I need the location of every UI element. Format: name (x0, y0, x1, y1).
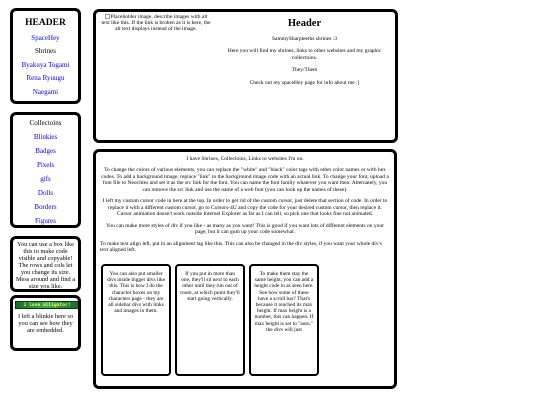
header-box (93, 9, 398, 143)
main-intro: I have Shrines, Collectoins, Links to websites I'm on. (186, 156, 304, 162)
main-align-paragraph: To make text align left, put in an alignment tag like this. This can also be changed in the div styles, if you want your whole div's text aligned left. (100, 240, 382, 254)
inner-div-3[interactable] (249, 264, 319, 376)
collections-title: Collectoins (29, 119, 62, 127)
collection-link-badges[interactable]: Badges (35, 147, 56, 155)
sidebar-link-byakuya-togami[interactable]: Byakuya Togami (21, 60, 70, 69)
sidebar-textbox[interactable] (10, 236, 81, 292)
broken-image-icon (105, 14, 110, 19)
collection-link-borders[interactable]: Borders (34, 203, 57, 211)
header-pronouns: They/Them (291, 67, 318, 74)
main-content-box (93, 149, 397, 389)
collection-link-figures[interactable]: Figures (35, 217, 56, 225)
sidebar-header-title: HEADER (25, 18, 66, 28)
sidebar-blinkie-box (10, 295, 81, 351)
page-title: Header (287, 18, 322, 29)
sidebar-link-rena-ryuugu[interactable]: Rena Ryuugu (26, 74, 65, 82)
collection-link-pixels[interactable]: Pixels (36, 161, 55, 169)
main-styles-paragraph: You can make more styles of div if you like - as many as you want! This is good if you want lots of different elements on your page, but it can gum up your code somewhat. (105, 222, 384, 236)
sidebar-nav (10, 8, 81, 104)
sidebar-collections (10, 112, 81, 228)
collection-link-blinkies[interactable]: Blinkies (33, 133, 58, 141)
placeholder-image (100, 14, 212, 32)
inner-div-1 (101, 264, 171, 376)
sidebar-link-spacehey[interactable]: SpaceHey (31, 33, 60, 42)
header-intro: Here you will find my shrines, links to other websites and my graphic collectoins. (227, 48, 382, 61)
inner-div-1-text: You can also put smaller divs inside bigger divs like this. This is how I do the character boxes on my characters page - they are all sidebar divs with links and images in them. (106, 271, 166, 315)
header-spacehey-note: Check out my spaceHey page for info about me :] (249, 79, 360, 86)
collection-link-gifs[interactable]: gifs (40, 175, 51, 183)
inner-div-2 (175, 264, 245, 376)
main-colors-paragraph: To change the colors of various elements, you can replace the "white" and "black" color tags with other color names or with hex codes. To add a background image, replace "link" in the background image code with an actual link. To change your font, upload a font file to Neocities and set it as the src link for the font. You can name the font family whatever you want then. Alternately, you can remove the src link and use the name of a web font (you can look up the names of these). (101, 167, 389, 193)
sidebar-label-shrines: Shrines (35, 47, 56, 55)
main-cursor-paragraph: I left my custom cursor code in here at the top. In order to get rid of the custom cursor, just delete that section of code. In order to replace it with a different custom cursor, go to Cursors-4U and copy the code for your desired custom cursor, then replace it. Cursor animation doesn't work outside Internet Explorer as far as I can tell, so pick one that looks fine not animated. (102, 198, 388, 218)
blinkie-image: i love alligator! (15, 301, 79, 309)
textbox-content: You can use a box like this to make code visible and copyable! The rows and cols let you change its size. Mess around and find a size you like. (15, 241, 76, 291)
blinkie-description: I left a blinkie here so you can see how they are embedded. (17, 313, 74, 335)
header-subtitle: SammySharpteeths shrines :3 (271, 35, 338, 42)
collection-link-dolls[interactable]: Dolls (37, 189, 54, 197)
placeholder-alt-text: Placeholder image, describe images with alt text like this. If the link is broken as it is here, the alt text displays instead of the image. (101, 14, 211, 33)
inner-div-2-text: If you put in more than one, they'll sit next to each other until they run out of room, at which point they'll start going vertically. (180, 271, 240, 302)
inner-div-3-text: To make them stay the same height, you can add a height code in as seen here. See how some of these have a scroll bar? That's because it reached its max height. If max height is a number, this can happen. If max height is set to "auto," the divs will just (254, 271, 314, 333)
sidebar-link-naegami[interactable]: Naegami (32, 87, 59, 96)
